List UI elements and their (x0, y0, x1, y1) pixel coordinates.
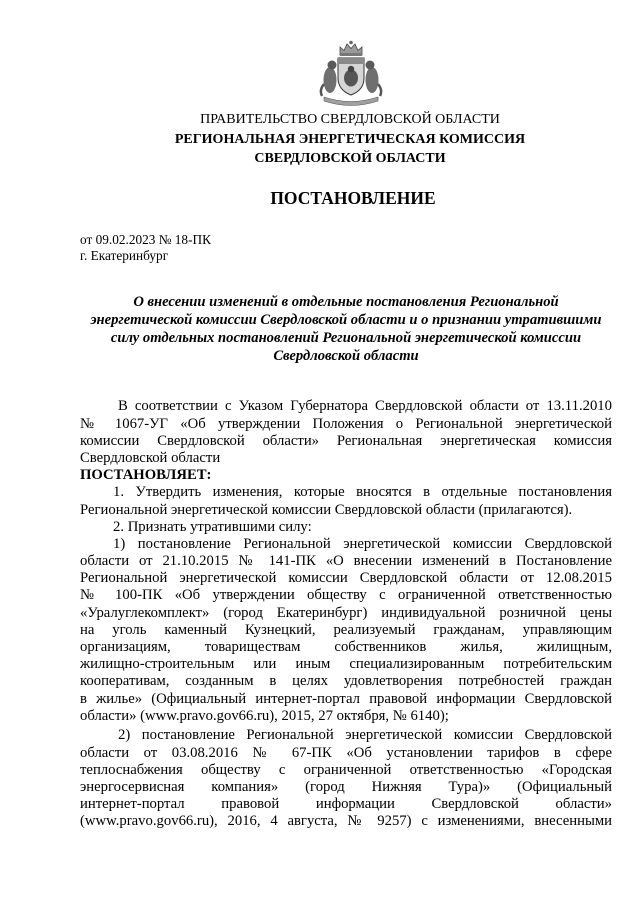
text-line: В соответствии с Указом Губернатора Свердловской области от 13.11.2010 (118, 398, 612, 415)
text-line: в жилье» (Официальный интернет-портал правовой информации Свердловской (80, 690, 612, 707)
coat-of-arms-icon (318, 40, 384, 108)
preamble-paragraph (80, 398, 612, 467)
text-line: 2. Признать утратившими силу: (113, 518, 312, 535)
text-line: 1) постановление Региональной энергетической комиссии Свердловской (113, 535, 612, 552)
title-line: силу отдельных постановлений Региональной энергетической комиссии (110, 330, 582, 346)
text-line: Региональной энергетической комиссии Свердловской области (прилагаются). (80, 501, 573, 518)
text-line: № 1067-УГ «Об утверждении Положения о Региональной энергетической (80, 415, 612, 432)
text-line: жилищно-строительным или иным специализированным потребительским (80, 656, 612, 673)
text-line: кооперативам, созданным в целях удовлетворения потребностей граждан (80, 673, 612, 690)
text-line: «Уралуглекомплект» (город Екатеринбург) индивидуальной розничной цены (80, 604, 612, 621)
item-1-paragraph (80, 484, 612, 518)
text-line: энергосервисная компания» (город Нижняя Тура)» (Официальный (80, 779, 612, 796)
title-line: энергетической комиссии Свердловской области и о признании утратившими (90, 312, 602, 328)
text-line: комиссии Свердловской области» Региональная энергетическая комиссия (80, 432, 612, 449)
document-type: ПОСТАНОВЛЕНИЕ (270, 188, 436, 208)
text-line: Региональной энергетической комиссии Свердловской области от 12.08.2015 (80, 570, 612, 587)
text-line: области от 03.08.2016 № 67-ПК «Об установлении тарифов в сфере (80, 744, 612, 761)
title-line: О внесении изменений в отдельные постановления Региональной (133, 294, 559, 310)
commission-name: РЕГИОНАЛЬНАЯ ЭНЕРГЕТИЧЕСКАЯ КОМИССИЯ (174, 131, 526, 147)
government-name: ПРАВИТЕЛЬСТВО СВЕРДЛОВСКОЙ ОБЛАСТИ (200, 112, 500, 127)
text-line: интернет-портал правовой информации Свердловской области» (80, 796, 612, 813)
text-line: теплоснабжения обществу с ограниченной ответственностью «Городская (80, 761, 612, 778)
text-line: (www.pravo.gov66.ru), 2016, 4 августа, № 9257) с изменениями, внесенными (80, 813, 612, 830)
document-body (80, 398, 612, 830)
document-date-number: от 09.02.2023 № 18-ПК (80, 232, 211, 247)
text-line: Свердловской области (80, 449, 221, 466)
document-city: г. Екатеринбург (80, 248, 169, 263)
text-line: на уголь каменный Кузнецкий, реализуемый гражданам, управляющим (80, 621, 612, 638)
title-line: Свердловской области (273, 348, 419, 364)
document-meta (80, 232, 380, 264)
item-2-paragraph (80, 519, 612, 536)
text-line: № 100-ПК «Об утверждении обществу с ограниченной ответственностью (80, 587, 612, 604)
decree-heading: ПОСТАНОВЛЯЕТ: (80, 467, 212, 484)
organization-header (80, 110, 620, 169)
commission-region: СВЕРДЛОВСКОЙ ОБЛАСТИ (254, 151, 446, 166)
text-line: области» (www.pravo.gov66.ru), 2015, 27 октября, № 6140); (80, 707, 449, 724)
text-line: 1. Утвердить изменения, которые вносятся в отдельные постановления (113, 484, 612, 501)
subitem-2-paragraph (80, 727, 612, 830)
document-title (80, 293, 612, 365)
subitem-1-paragraph (80, 536, 612, 725)
text-line: 2) постановление Региональной энергетической комиссии Свердловской (118, 727, 612, 744)
text-line: организациям, товариществам собственников жилья, жилищным, (80, 639, 612, 656)
text-line: области от 21.10.2015 № 141-ПК «О внесении изменений в Постановление (80, 553, 612, 570)
